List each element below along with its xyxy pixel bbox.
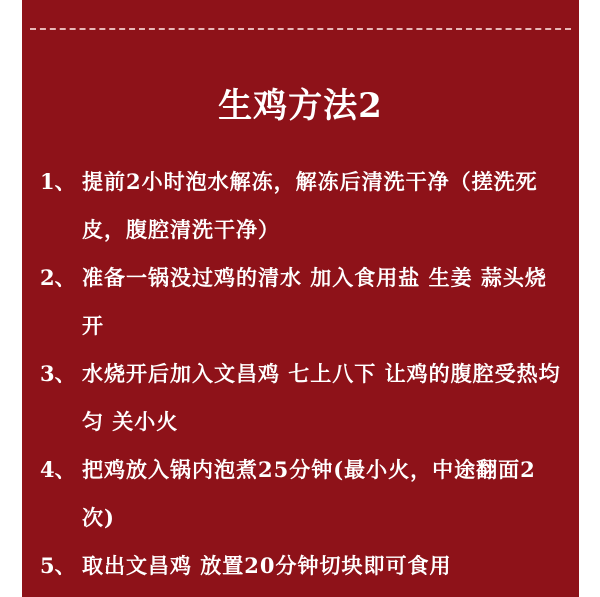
- step-number: 2、: [40, 265, 76, 290]
- step-item-4: [40, 446, 565, 542]
- step-item-1: [40, 158, 565, 254]
- steps-list: [40, 158, 565, 590]
- dashed-divider: [30, 28, 571, 30]
- step-text: 准备一锅没过鸡的清水 加入食用盐 生姜 蒜头烧开: [82, 265, 547, 338]
- step-text: 水烧开后加入文昌鸡 七上八下 让鸡的腹腔受热均匀 关小火: [82, 361, 561, 434]
- step-number: 3、: [40, 361, 76, 386]
- step-text: 取出文昌鸡 放置20分钟切块即可食用: [82, 553, 452, 578]
- step-text: 把鸡放入锅内泡煮25分钟(最小火，中途翻面2次): [82, 457, 536, 530]
- recipe-panel: [22, 0, 579, 597]
- step-item-5: [40, 542, 565, 590]
- step-number: 5、: [40, 553, 76, 578]
- step-item-3: [40, 350, 565, 446]
- step-item-2: [40, 254, 565, 350]
- step-text: 提前2小时泡水解冻，解冻后清洗干净（搓洗死皮，腹腔清洗干净）: [82, 169, 538, 242]
- step-number: 1、: [40, 169, 76, 194]
- page-title: 生鸡方法2: [218, 86, 383, 126]
- step-number: 4、: [40, 457, 76, 482]
